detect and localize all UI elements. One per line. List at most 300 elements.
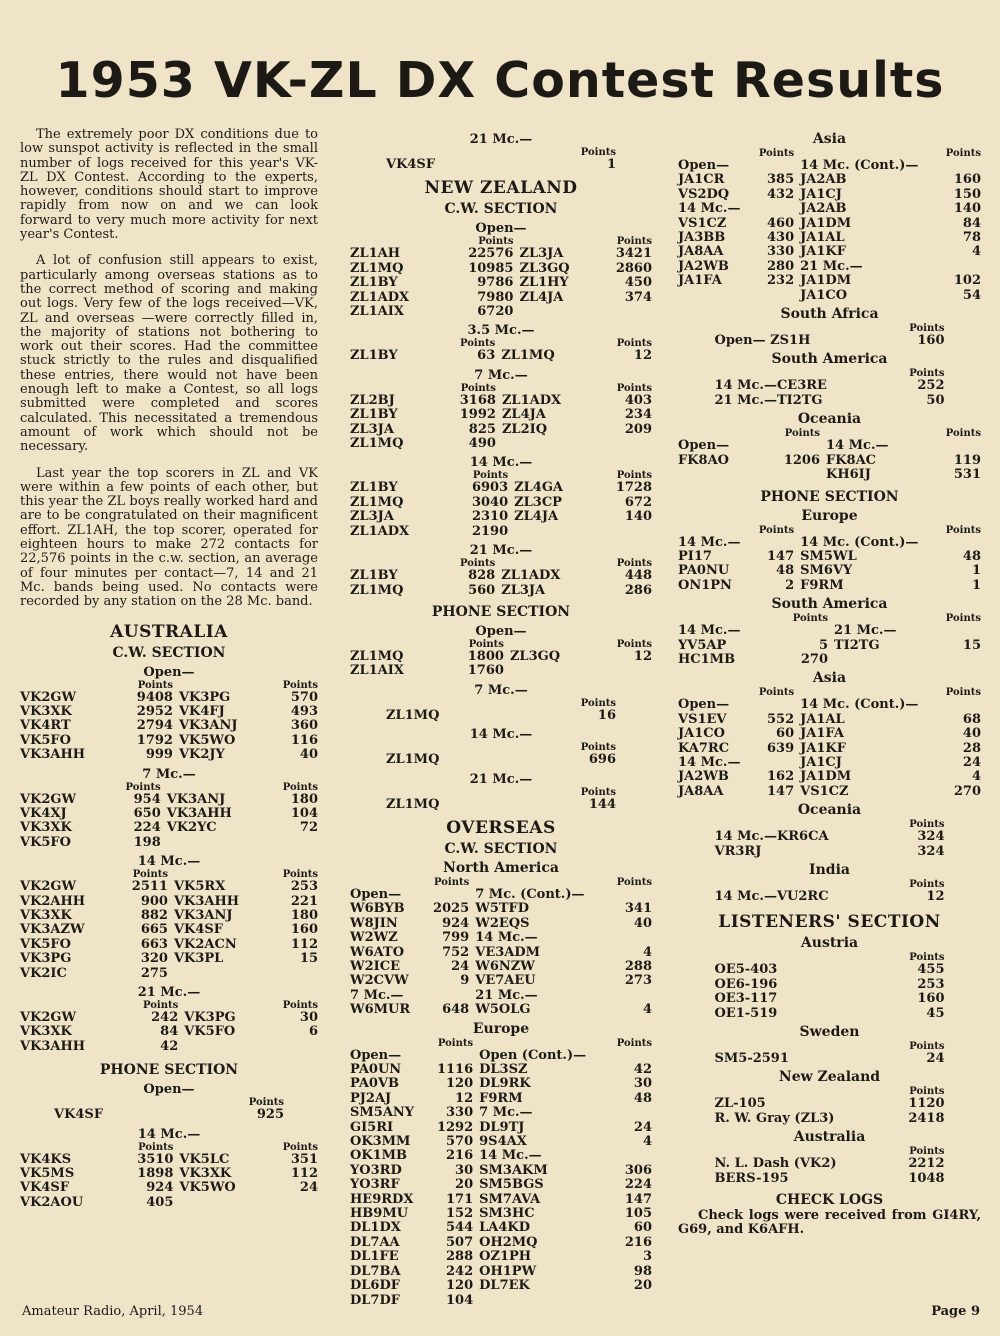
station-points: 270 [800, 651, 828, 667]
station-callsign: JA1DM [800, 215, 852, 231]
station-callsign: F9RM [800, 577, 844, 593]
station-points: 232 [767, 273, 795, 289]
station-points [752, 202, 801, 216]
station-callsign: SM5BGS [479, 1177, 544, 1193]
station-callsign: VE7AEU [475, 973, 536, 989]
table-row [715, 978, 945, 992]
station-callsign: VK4XJ [20, 805, 67, 821]
table-row [20, 880, 318, 894]
station-points: 221 [290, 893, 318, 909]
table-row [678, 468, 981, 482]
station-points: 180 [290, 791, 318, 807]
station-points: 286 [624, 582, 652, 598]
station-points: 330 [767, 244, 795, 260]
station-points: 432 [767, 186, 795, 202]
table-row [350, 650, 652, 664]
station-callsign: VK4SF [20, 1180, 70, 1196]
station-callsign: 21 Mc.— [800, 258, 863, 274]
station-points: 2212 [908, 1156, 945, 1172]
station-points: 162 [767, 769, 795, 785]
station-callsign: OK1MB [350, 1148, 408, 1164]
table-row [350, 291, 652, 305]
block-label: South America [771, 596, 888, 613]
station-points [265, 836, 318, 850]
station-points: 2952 [136, 703, 173, 719]
station-points [772, 624, 834, 638]
station-callsign: 14 Mc.— [479, 1148, 542, 1164]
table-row [350, 423, 652, 437]
table-row [678, 188, 981, 202]
table-row [20, 836, 318, 850]
station-callsign: VK3XK [20, 703, 72, 719]
table-row [350, 1164, 652, 1178]
block-label: 21 Mc.— [469, 132, 533, 147]
station-points: 324 [917, 829, 945, 845]
results-block [350, 1021, 652, 1308]
table-row [715, 379, 945, 393]
station-points: 351 [290, 1151, 318, 1167]
points-header: Points [472, 470, 509, 482]
table-row [20, 1196, 318, 1210]
station-points [752, 756, 801, 770]
points-header: Points [758, 148, 795, 159]
table-row [350, 1106, 652, 1120]
station-points [939, 159, 981, 173]
station-callsign: VK5FO [184, 1024, 236, 1040]
station-callsign: JA1CJ [800, 754, 842, 770]
table-row [350, 1092, 652, 1106]
station-points: 925 [256, 1107, 284, 1123]
station-points: 2190 [471, 523, 509, 539]
check-logs-heading: CHECK LOGS [775, 1192, 884, 1209]
table-row [350, 888, 652, 902]
page-number: Page 9 [931, 1304, 980, 1319]
points-header: Points [125, 781, 161, 793]
station-callsign: ZL1AH [350, 246, 401, 262]
station-points: 84 [962, 215, 981, 231]
station-points: 6 [308, 1024, 318, 1040]
table-row [715, 992, 945, 1006]
station-callsign: PA0NU [678, 563, 730, 579]
station-points: 42 [160, 1038, 179, 1054]
station-points: 2860 [615, 260, 652, 276]
station-points: 1116 [436, 1062, 474, 1077]
station-callsign: GI5RI [350, 1119, 394, 1135]
results-table [715, 952, 945, 1021]
station-points: 40 [962, 726, 981, 742]
station-callsign: VS1CZ [678, 215, 727, 231]
results-table [54, 1097, 284, 1122]
station-callsign: Open (Cont.)— [479, 1047, 587, 1063]
station-callsign: YO3RD [350, 1162, 402, 1178]
block-label: Europe [801, 507, 858, 524]
station-callsign: VK4RT [20, 718, 71, 734]
station-callsign [179, 1196, 264, 1210]
block-label: Asia [812, 131, 847, 147]
new-zealand-heading: NEW ZEALAND [424, 178, 578, 199]
station-callsign: 7 Mc. (Cont.)— [475, 886, 585, 902]
column-2 [350, 128, 652, 1308]
points-header: Points [459, 558, 496, 570]
station-points: 320 [140, 951, 168, 967]
table-row [350, 902, 652, 916]
block-label: Open— [143, 1082, 195, 1098]
points-header: Points [909, 1041, 945, 1053]
table-row [350, 525, 652, 539]
results-block [678, 351, 981, 408]
table-row [350, 496, 652, 510]
station-callsign: JA1DM [800, 769, 852, 785]
table-row [678, 439, 981, 453]
station-points: 663 [140, 936, 168, 952]
station-points: 160 [953, 172, 981, 188]
station-callsign: JA8AA [678, 783, 724, 799]
station-callsign: VK5RX [173, 879, 226, 895]
station-points: 30 [633, 1076, 652, 1092]
results-table [350, 877, 652, 1018]
station-points: 98 [633, 1263, 652, 1279]
results-block [20, 1082, 318, 1122]
station-callsign: ZL3JA [501, 582, 546, 598]
station-callsign: 14 Mc. (Cont.)— [800, 697, 919, 713]
results-table [715, 368, 945, 408]
points-header: Points [945, 148, 981, 159]
points-header: Points [616, 236, 652, 248]
station-points: 552 [767, 711, 795, 727]
station-points: 490 [468, 436, 496, 452]
results-block [20, 854, 318, 981]
station-callsign: VK2GW [20, 791, 77, 807]
station-callsign: W2EQS [475, 915, 530, 931]
results-table [678, 687, 981, 799]
station-points: 160 [917, 991, 945, 1007]
block-label: 3.5 Mc.— [467, 323, 535, 339]
station-points: 825 [468, 421, 496, 437]
station-points: 180 [290, 907, 318, 923]
table-row [350, 917, 652, 931]
station-callsign: VK5FO [20, 732, 71, 748]
table-row [350, 408, 652, 422]
results-block [20, 767, 318, 851]
station-callsign: 14 Mc. (Cont.)— [800, 158, 919, 173]
block-label: Oceania [797, 802, 862, 819]
station-callsign: SM5ANY [350, 1105, 415, 1121]
station-callsign: ZL4JA [501, 407, 546, 423]
table-row [715, 334, 945, 348]
points-header: Points [945, 687, 981, 699]
results-block [678, 1024, 981, 1066]
station-points: 12 [633, 348, 652, 364]
table-row [386, 798, 616, 812]
station-points: 752 [442, 944, 470, 960]
table-row [20, 1167, 318, 1181]
spacer [167, 782, 265, 793]
table-row [350, 1077, 652, 1091]
station-callsign: ZL1AIX [350, 663, 404, 679]
station-callsign: VK3AHH [20, 747, 86, 763]
results-table [20, 782, 318, 851]
station-callsign: ZL3JA [350, 509, 394, 525]
station-callsign: W5OLG [475, 1002, 531, 1018]
station-callsign: ZL4JA [519, 289, 564, 305]
station-callsign: ZL1ADX [501, 392, 562, 408]
station-callsign: OE6-196 [714, 976, 778, 992]
station-points [609, 1106, 652, 1120]
station-points: 216 [446, 1148, 474, 1164]
results-block [678, 670, 981, 799]
station-callsign: Open— [678, 697, 730, 713]
results-block [678, 1069, 981, 1126]
station-points: 253 [290, 879, 318, 895]
station-callsign: W6MUR [350, 1002, 411, 1018]
station-callsign: VK2YC [166, 820, 217, 836]
station-points: 2794 [136, 718, 173, 734]
station-points: 224 [624, 1177, 652, 1193]
table-row [350, 1265, 652, 1279]
station-callsign: VS1CZ [800, 783, 849, 799]
station-callsign [174, 967, 267, 981]
station-points: 374 [624, 289, 652, 305]
station-callsign: DL7DF [350, 1292, 400, 1308]
block-label: New Zealand [778, 1069, 881, 1086]
table-row [20, 1011, 318, 1025]
block-label: South America [771, 351, 888, 368]
station-points: 6720 [477, 304, 514, 320]
section-heading: PHONE SECTION [99, 1062, 239, 1079]
station-points: 24 [926, 1051, 945, 1067]
spacer [179, 1142, 264, 1153]
points-header: Points [616, 638, 652, 650]
station-callsign: 21 Mc.— [475, 987, 538, 1003]
spacer [678, 525, 752, 536]
table-row [678, 756, 981, 770]
station-points: 924 [146, 1180, 174, 1196]
station-callsign: ZL1BY [350, 480, 398, 496]
table-row [715, 830, 945, 844]
station-points: 9786 [477, 275, 514, 291]
table-row [350, 276, 652, 290]
results-block [20, 1127, 318, 1211]
table-row [20, 821, 318, 835]
station-points: 288 [446, 1249, 474, 1265]
station-points: 570 [290, 689, 318, 705]
table-row [20, 938, 318, 952]
station-callsign: Open— [678, 438, 730, 454]
station-callsign: VK2AOU [20, 1194, 84, 1210]
results-table [715, 1146, 945, 1186]
station-points: 7980 [477, 289, 514, 305]
station-points: 224 [133, 820, 161, 836]
station-callsign: VK3XK [179, 1166, 232, 1182]
station-callsign: ZL1BY [350, 275, 398, 291]
station-points: 828 [468, 568, 496, 584]
block-label: Oceania [797, 411, 862, 428]
station-callsign: ZL1MQ [350, 582, 404, 598]
station-callsign: F9RM [479, 1090, 523, 1106]
station-callsign: PA0UN [350, 1062, 402, 1077]
station-callsign: VE3ADM [475, 944, 541, 960]
station-points: 9408 [136, 689, 173, 705]
station-callsign: VK5WO [179, 1180, 236, 1196]
spacer [179, 680, 266, 691]
station-points: 104 [446, 1292, 474, 1308]
points-header: Points [909, 323, 945, 335]
station-callsign: 14 Mc.—VU2RC [714, 889, 829, 904]
station-callsign: 14 Mc.— [678, 534, 741, 550]
station-points: 648 [442, 1002, 470, 1018]
station-callsign: VK2GW [20, 1010, 77, 1025]
station-points [609, 1149, 652, 1163]
results-block [678, 802, 981, 859]
station-points: 1206 [783, 452, 821, 468]
station-points: 60 [776, 726, 795, 742]
station-callsign: VK4KS [20, 1151, 72, 1167]
station-callsign: DL7AA [350, 1234, 400, 1250]
station-points [759, 468, 826, 482]
station-points: 1792 [136, 732, 173, 748]
station-callsign: JA1AL [800, 711, 845, 727]
station-points: 119 [953, 452, 981, 468]
station-points [593, 525, 652, 539]
station-points [609, 1294, 652, 1308]
block-label: 7 Mc.— [474, 682, 528, 698]
station-callsign: SM3AKM [479, 1162, 548, 1178]
block-label: 14 Mc.— [137, 854, 201, 870]
station-callsign: VK2GW [20, 689, 77, 705]
station-points: 672 [624, 494, 652, 510]
station-callsign: JA1AL [800, 230, 845, 246]
station-callsign: VK3PG [184, 1010, 236, 1025]
station-points [596, 305, 652, 319]
points-header: Points [616, 1037, 652, 1049]
table-row [350, 510, 652, 524]
station-callsign: W2ICE [350, 958, 400, 974]
station-callsign: ZL1ADX [501, 568, 561, 584]
block-label: 14 Mc.— [469, 727, 533, 743]
results-block [678, 411, 981, 482]
points-header: Points [478, 236, 514, 248]
points-header: Points [909, 1146, 945, 1158]
station-callsign: SM7AVA [479, 1191, 541, 1207]
results-block [350, 683, 652, 723]
station-callsign: W2WZ [350, 930, 398, 946]
station-callsign: 14 Mc.— [475, 930, 538, 946]
station-points: 9 [460, 973, 470, 989]
points-header: Points [945, 613, 981, 625]
block-label: Open— [475, 221, 527, 237]
station-callsign: FK8AO [678, 452, 729, 468]
station-points: 68 [962, 711, 981, 727]
results-table [350, 1038, 652, 1308]
station-points: 30 [455, 1162, 474, 1178]
station-points: 3 [642, 1249, 652, 1265]
station-callsign: HB9MU [350, 1206, 409, 1222]
station-callsign: 14 Mc. (Cont.)— [800, 534, 919, 550]
station-points: 1292 [436, 1119, 474, 1135]
station-points: 152 [446, 1206, 474, 1222]
block-label: Open— [143, 664, 195, 680]
table-row [678, 231, 981, 245]
station-callsign: VS1EV [678, 711, 727, 727]
table-row [350, 1294, 652, 1308]
station-callsign: JA1CO [678, 726, 725, 742]
station-points: 4 [642, 1002, 652, 1018]
block-label: Open— [475, 623, 527, 639]
station-points: 4 [971, 769, 981, 785]
station-callsign: ZL3CP [514, 494, 562, 510]
station-points [596, 437, 652, 451]
table-row [350, 349, 652, 363]
station-points [267, 967, 318, 981]
section-heading: PHONE SECTION [431, 603, 571, 620]
station-points: 306 [624, 1162, 652, 1178]
station-callsign: JA1DM [800, 273, 852, 289]
table-row [350, 305, 652, 319]
points-header: Points [616, 382, 652, 394]
table-row [678, 579, 981, 593]
station-points: 147 [767, 548, 795, 564]
station-points [752, 698, 801, 712]
station-callsign: VK3ANJ [173, 907, 233, 923]
table-row [350, 481, 652, 495]
station-points: 1898 [137, 1166, 174, 1182]
station-callsign: JA1FA [678, 273, 722, 289]
points-header: Points [248, 1097, 284, 1109]
block-label: 21 Mc.— [469, 543, 533, 559]
station-callsign: W2CVW [350, 973, 409, 989]
station-callsign: ZL1MQ [350, 494, 404, 510]
table-row [350, 960, 652, 974]
station-points: 24 [451, 958, 470, 974]
points-header: Points [909, 819, 945, 831]
table-row [715, 1172, 945, 1186]
points-header: Points [282, 869, 318, 881]
table-row [350, 1003, 652, 1017]
spacer [20, 1142, 116, 1153]
station-callsign: W6ATO [350, 944, 405, 960]
table-row [350, 1207, 652, 1221]
station-points: 560 [468, 582, 496, 598]
station-points: 48 [962, 548, 981, 564]
station-callsign: KA7RC [678, 740, 730, 756]
station-callsign [479, 1294, 609, 1308]
station-points: 273 [624, 973, 652, 989]
points-header: Points [282, 781, 318, 793]
station-points: 234 [624, 407, 652, 423]
station-callsign: VK3PL [173, 951, 224, 967]
table-row [350, 664, 652, 678]
station-points: 12 [455, 1090, 474, 1106]
station-callsign: JA2AB [800, 201, 847, 217]
station-points: 24 [962, 754, 981, 770]
station-points [593, 664, 652, 678]
intro-paragraph: The extremely poor DX conditions due to low sunspot activity is reflected in the small number of logs received for this year's VK-ZL DX Contest. According to the experts, however, conditions should start to improve rapidly from now on and we can look forward to very much more activity for next year's Contest. [20, 127, 318, 243]
station-callsign: JA1CO [800, 287, 848, 303]
station-points: 160 [290, 922, 318, 938]
station-points: 280 [767, 258, 795, 274]
station-callsign: W6NZW [475, 958, 535, 974]
block-label: Asia [812, 670, 847, 687]
station-points: 3168 [459, 392, 496, 408]
points-header-row [350, 1038, 652, 1049]
table-row [350, 1135, 652, 1149]
station-points: 45 [926, 1005, 945, 1021]
station-points: 507 [446, 1234, 474, 1250]
station-callsign: VK3ANJ [166, 791, 226, 807]
station-points [609, 989, 652, 1003]
points-header-row [20, 1142, 318, 1153]
station-callsign: JA3BB [678, 230, 726, 246]
